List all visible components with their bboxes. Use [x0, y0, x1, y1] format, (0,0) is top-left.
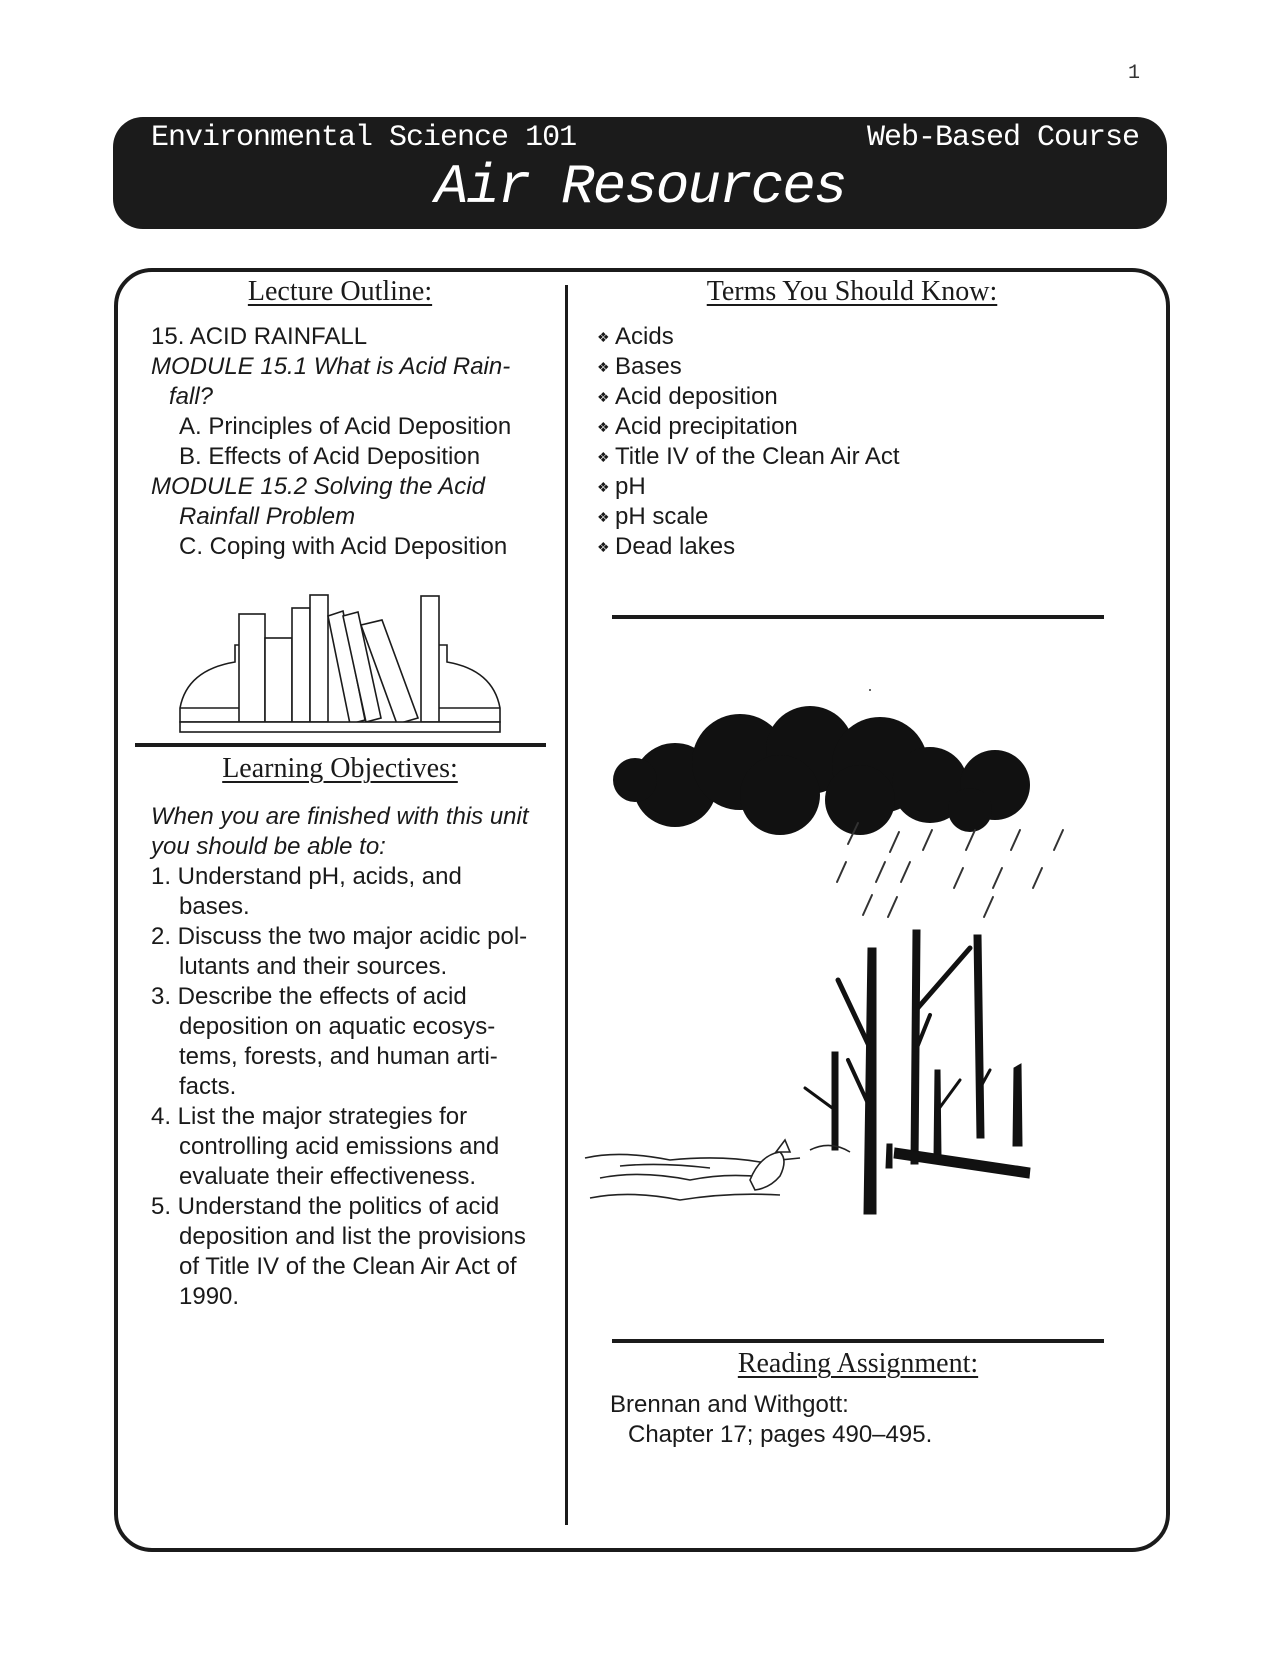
objective-item: facts. [179, 1073, 237, 1100]
bullet-icon: ❖ [597, 509, 610, 525]
objectives-intro: you should be able to: [151, 833, 386, 860]
objective-item: deposition on aquatic ecosys- [179, 1013, 496, 1040]
outline-line: C. Coping with Acid Deposition [179, 533, 508, 560]
bullet-icon: ❖ [597, 389, 610, 405]
objective-item: 2. Discuss the two major acidic pol- [151, 923, 528, 950]
term-text: Acids [615, 323, 674, 350]
course-name: Environmental Science 101 [151, 121, 577, 155]
term-text: Title IV of the Clean Air Act [615, 443, 900, 470]
lecture-outline [151, 322, 551, 562]
objective-item: tems, forests, and human arti- [179, 1043, 498, 1070]
course-banner [113, 117, 1167, 229]
term-text: Acid deposition [615, 383, 778, 410]
learning-objectives [151, 802, 561, 1312]
objective-item: controlling acid emissions and [179, 1133, 500, 1160]
term-text: pH [615, 473, 646, 500]
outline-line: MODULE 15.2 Solving the Acid [151, 473, 485, 500]
outline-line: MODULE 15.1 What is Acid Rain- [151, 353, 511, 380]
objective-item: lutants and their sources. [179, 953, 448, 980]
term-text: Bases [615, 353, 682, 380]
outline-line: A. Principles of Acid Deposition [179, 413, 512, 440]
objective-item: deposition and list the provisions [179, 1223, 526, 1250]
term-item [597, 412, 1097, 442]
outline-line: 15. ACID RAINFALL [151, 323, 368, 350]
term-item [597, 382, 1097, 412]
term-item [597, 472, 1097, 502]
page-number: 1 [1127, 62, 1140, 85]
objective-item: 4. List the major strategies for [151, 1103, 468, 1130]
bullet-icon: ❖ [597, 539, 610, 555]
reading-assignment-heading: Reading Assignment: [737, 1348, 979, 1379]
terms-heading: Terms You Should Know: [706, 276, 998, 307]
term-text: pH scale [615, 503, 709, 530]
bullet-icon: ❖ [597, 419, 610, 435]
objective-item: bases. [179, 893, 250, 920]
outline-line: fall? [169, 383, 214, 410]
section-divider [612, 615, 1104, 619]
term-item [597, 532, 1097, 562]
bullet-icon: ❖ [597, 479, 610, 495]
lecture-outline-heading: Lecture Outline: [247, 276, 433, 307]
objective-item: 3. Describe the effects of acid [151, 983, 467, 1010]
reading-line: Brennan and Withgott: [610, 1391, 849, 1418]
objective-item: evaluate their effectiveness. [179, 1163, 477, 1190]
term-item [597, 502, 1097, 532]
course-type: Web-Based Course [866, 121, 1139, 155]
term-text: Acid precipitation [615, 413, 798, 440]
section-divider [135, 743, 546, 747]
acid-rain-scene-icon [580, 690, 1140, 1250]
objective-item: of Title IV of the Clean Air Act of [179, 1253, 517, 1280]
bullet-icon: ❖ [597, 329, 610, 345]
outline-line: B. Effects of Acid Deposition [179, 443, 481, 470]
objective-item: 1990. [179, 1283, 240, 1310]
objective-item: 5. Understand the politics of acid [151, 1193, 500, 1220]
reading-assignment [610, 1390, 1100, 1450]
page-title: Air Resources [434, 155, 846, 219]
objectives-intro: When you are finished with this unit [151, 803, 529, 830]
reading-line: Chapter 17; pages 490–495. [628, 1421, 933, 1448]
outline-line: Rainfall Problem [179, 503, 356, 530]
bullet-icon: ❖ [597, 359, 610, 375]
objective-item: 1. Understand pH, acids, and [151, 863, 462, 890]
terms-list [597, 322, 1097, 562]
learning-objectives-heading: Learning Objectives: [222, 753, 458, 784]
bookshelf-icon [175, 590, 505, 740]
bullet-icon: ❖ [597, 449, 610, 465]
term-text: Dead lakes [615, 533, 736, 560]
term-item [597, 322, 1097, 352]
column-divider [565, 285, 568, 1525]
term-item [597, 442, 1097, 472]
section-divider [612, 1339, 1104, 1343]
term-item [597, 352, 1097, 382]
